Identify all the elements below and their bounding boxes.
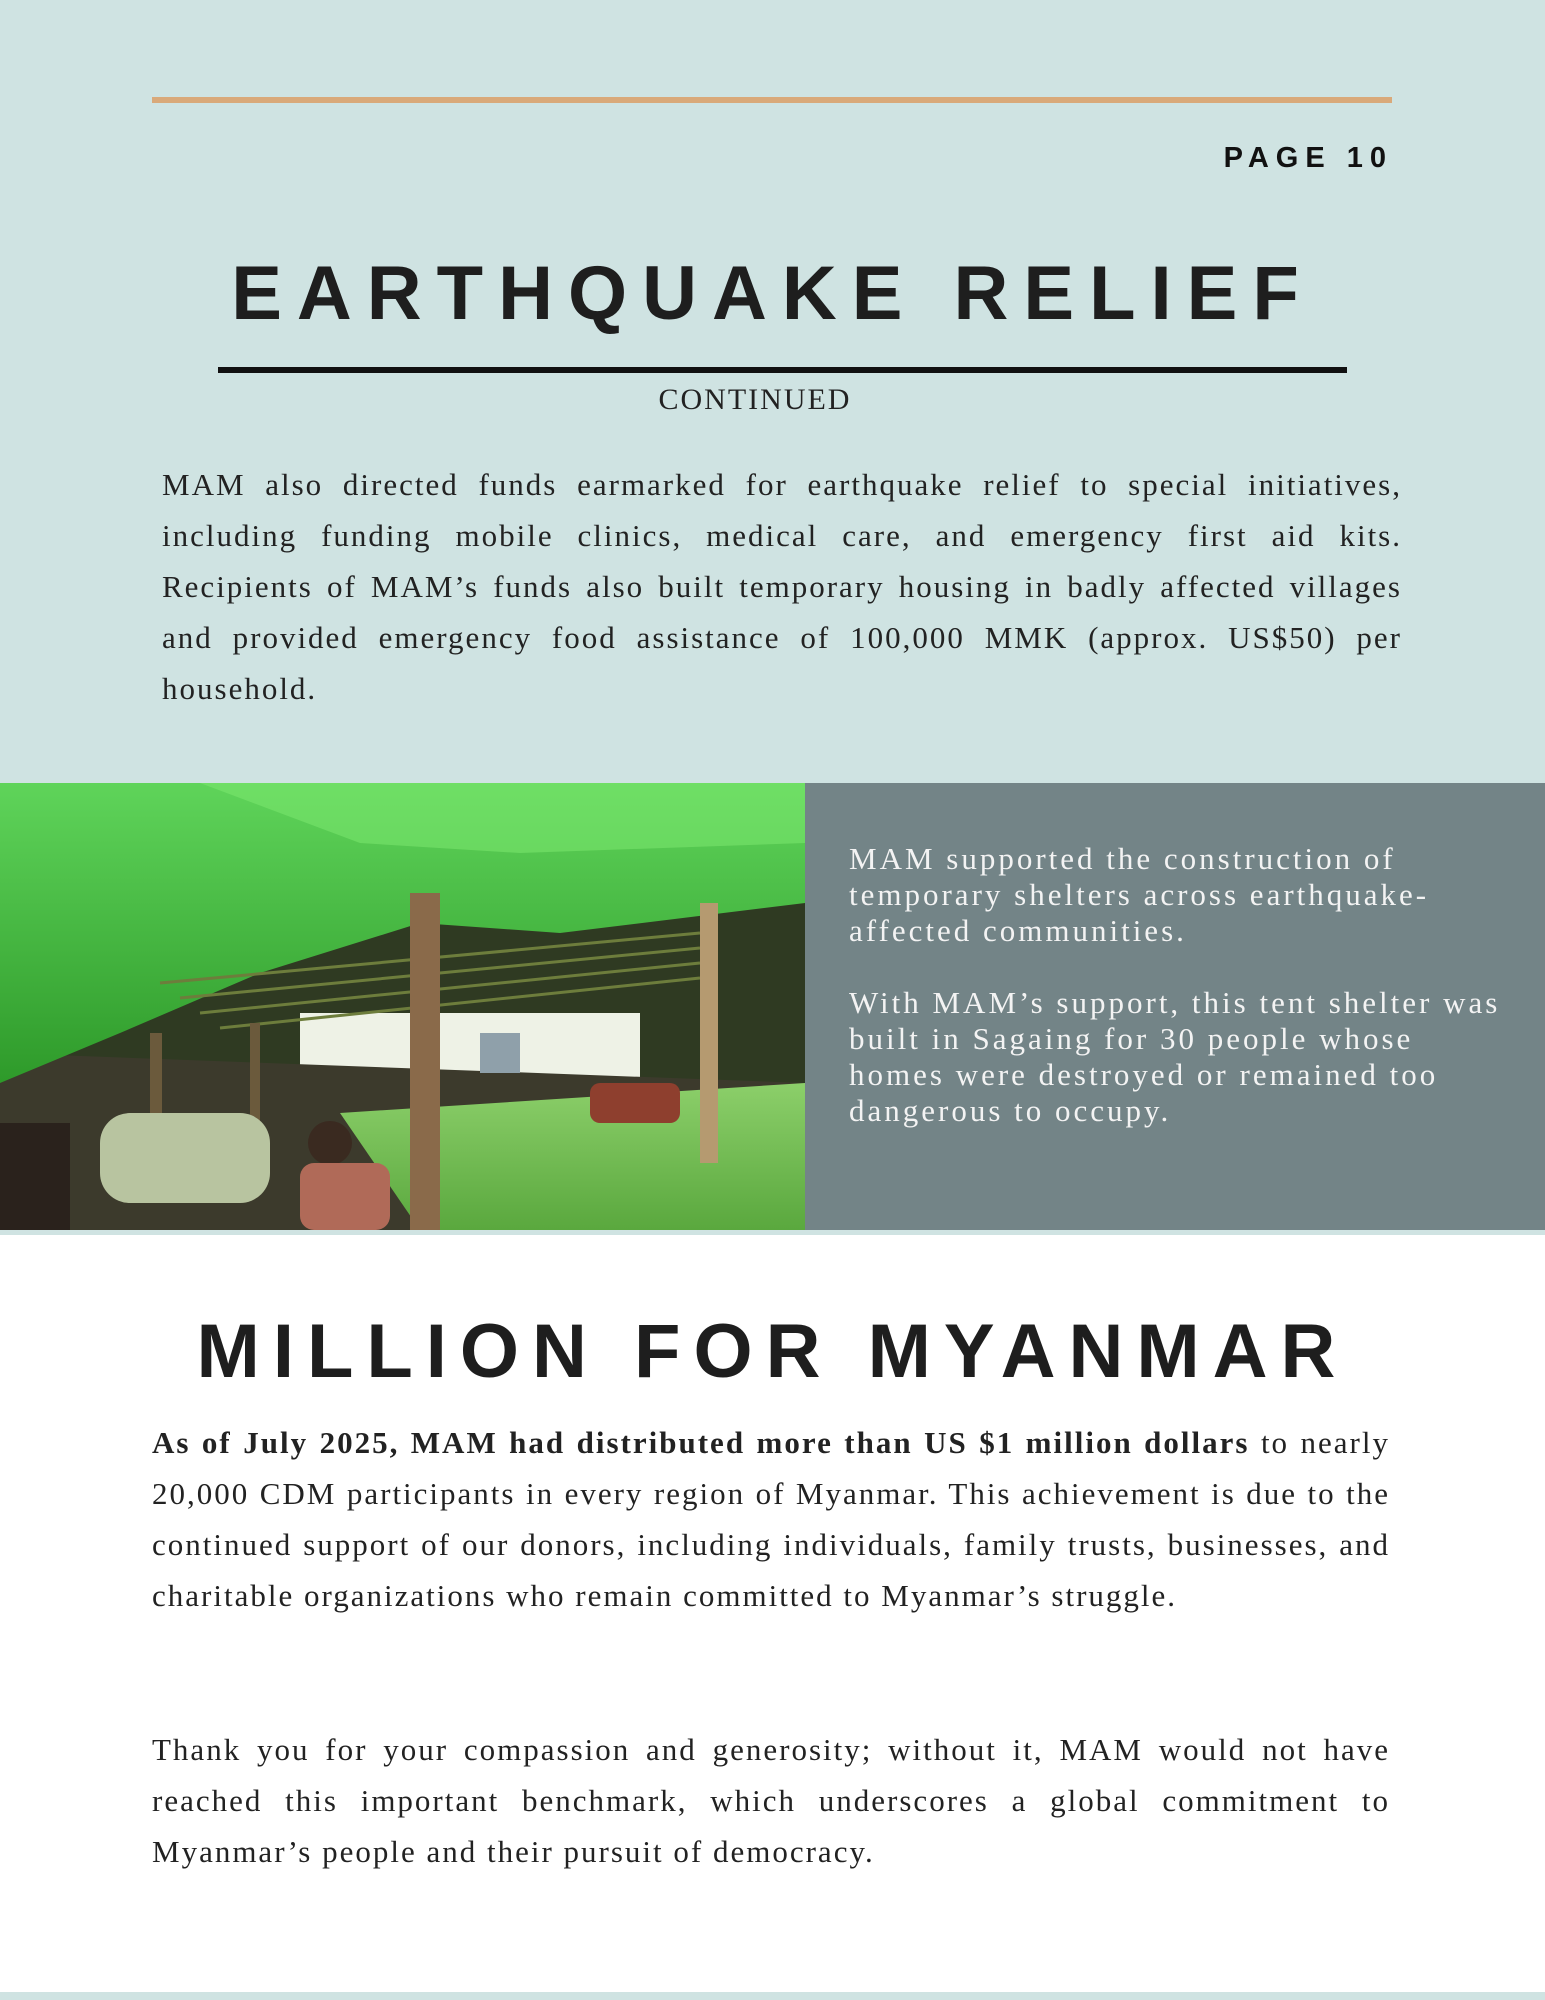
earthquake-relief-paragraph: MAM also directed funds earmarked for earthquake relief to special initiatives, including funding mobile clinics, medical care, and emergency first aid kits. Recipients of MAM’s funds also built temporary housing in badly affected villages and provided emergency food assistance of 100,000 MMK (approx. US$50) per household. (162, 467, 1402, 706)
page-number: PAGE 10 (1223, 142, 1393, 174)
continued-subtitle: CONTINUED (658, 383, 852, 416)
photo-caption-panel (805, 783, 1545, 1230)
thank-you-paragraph: Thank you for your compassion and generosity; without it, MAM would not have reached this important benchmark, which underscores a global commitment to Myanmar’s people and their pursuit of democracy. (152, 1732, 1390, 1869)
section-divider (0, 1230, 1545, 1235)
bottom-border (0, 1992, 1545, 2000)
million-paragraph (152, 1417, 1390, 1621)
million-paragraph-bold: As of July 2025, MAM had distributed more than US $1 million dollars (152, 1425, 1250, 1460)
title-underline (218, 367, 1347, 373)
header-accent-rule (152, 97, 1392, 103)
tent-shelter-photo (0, 783, 805, 1230)
earthquake-relief-title: EARTHQUAKE RELIEF (231, 251, 1314, 336)
million-paragraph-text: to nearly 20,000 CDM participants in every region of Myanmar. This achievement is due to the continued support of our donors, including individuals, family trusts, businesses, and charitable organizations who remain committed to Myanmar’s struggle. (152, 1425, 1390, 1613)
caption-line-1: MAM supported the construction of temporary shelters across earthquake-affected communities. (849, 841, 1430, 948)
million-for-myanmar-title: MILLION FOR MYANMAR (196, 1309, 1349, 1394)
caption-line-2: With MAM’s support, this tent shelter was built in Sagaing for 30 people whose homes were destroyed or remained too dangerous to occupy. (849, 985, 1501, 1128)
